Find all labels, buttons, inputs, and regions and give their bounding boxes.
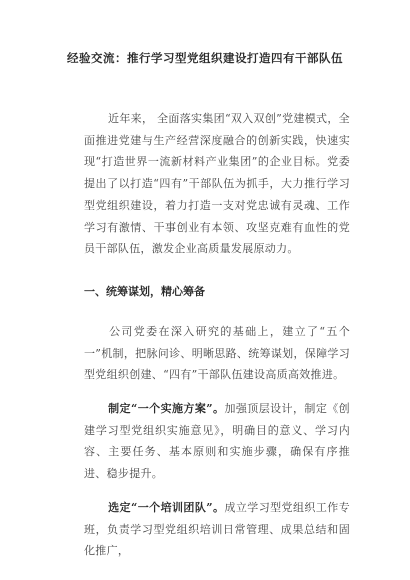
section-heading: 一、统筹谋划，精心筹备 xyxy=(84,285,205,298)
section1-text: 公司党委在深入研究的基础上，建立了“五个一”机制，把脉问诊、明晰思路、统筹谋划，保障学习型党组织创建、“四有”干部队伍建设高质高效推进。 xyxy=(84,325,350,382)
item2-lead: 选定“一个培训团队”。 xyxy=(108,501,225,514)
item1-text: 加强顶层设计，制定《创建学习型党组织实施意见》，明确目的意义、学习内容、主要任务、基本原则和实施步骤，确保有序推进、稳步提升。 xyxy=(84,402,350,481)
item2-paragraph xyxy=(84,497,350,562)
document-title: 经验交流：推行学习型党组织建设打造四有干部队伍 xyxy=(67,51,343,65)
intro-paragraph xyxy=(84,108,350,260)
intro-text: 近年来， 全面落实集团“双入双创”党建模式，全面推进党建与生产经营深度融合的创新实践，快速实现“打造世界一流新材料产业集团”的企业目标。党委提出了以打造“四有”干部队伍为抓手，大力推行学习型党组织建设，着力打造一支对党忠诚有灵魂、工作学习有激情、干事创业有本领、攻坚克难有血性的党员干部队伍，激发企业高质量发展原动力。 xyxy=(84,112,350,256)
item2-text: 成立学习型党组织工作专班，负责学习型党组织培训日常管理、成果总结和固化推广， xyxy=(84,501,350,558)
item1-paragraph xyxy=(84,398,350,485)
item1-lead: 制定“一个实施方案”。 xyxy=(108,402,225,415)
section1-paragraph xyxy=(84,321,350,386)
